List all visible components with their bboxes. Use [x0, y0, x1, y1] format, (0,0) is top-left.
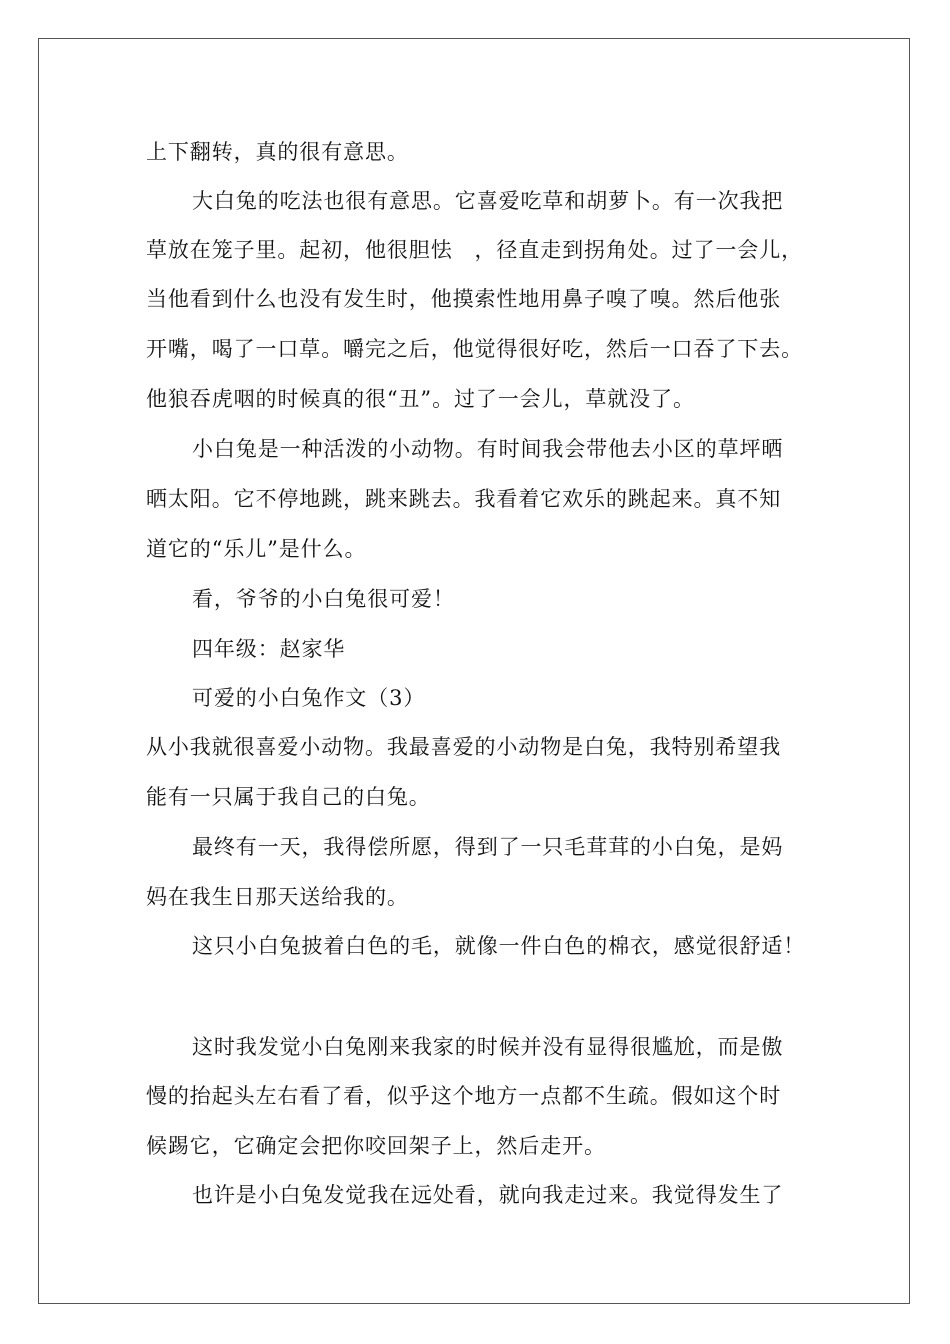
- text-line-18: 这时我发觉小白兔刚来我家的时候并没有显得很尴尬，而是傲: [192, 1035, 784, 1059]
- page-border: [38, 38, 910, 1304]
- text-line-2: 大白兔的吃法也很有意思。它喜爱吃草和胡萝卜。有一次我把: [192, 189, 784, 213]
- author-line: 四年级：赵家华: [192, 637, 346, 661]
- text-line-3: 草放在笼子里。起初，他很胆怯 ，径直走到拐角处。过了一会儿，: [146, 238, 803, 262]
- text-line-13: 从小我就很喜爱小动物。我最喜爱的小动物是白兔，我特别希望我: [146, 735, 782, 759]
- text-line-5: 开嘴，喝了一口草。嚼完之后，他觉得很好吃，然后一口吞了下去。: [146, 337, 803, 361]
- text-line-10: 看，爷爷的小白兔很可爱！: [192, 587, 455, 611]
- text-line-7: 小白兔是一种活泼的小动物。有时间我会带他去小区的草坪晒: [192, 437, 784, 461]
- text-line-20: 候踢它，它确定会把你咬回架子上，然后走开。: [146, 1134, 606, 1158]
- essay-title: 可爱的小白兔作文（3）: [192, 686, 426, 710]
- text-line-1: 上下翻转，真的很有意思。: [146, 140, 409, 164]
- text-line-9: 道它的“乐儿”是什么。: [146, 537, 367, 561]
- text-line-17: 这只小白兔披着白色的毛，就像一件白色的棉衣，感觉很舒适！: [192, 934, 806, 958]
- text-line-8: 晒太阳。它不停地跳，跳来跳去。我看着它欢乐的跳起来。真不知: [146, 487, 782, 511]
- text-line-14: 能有一只属于我自己的白兔。: [146, 785, 431, 809]
- text-line-16: 妈在我生日那天送给我的。: [146, 885, 409, 909]
- text-line-21: 也许是小白兔发觉我在远处看，就向我走过来。我觉得发生了: [192, 1183, 784, 1207]
- text-line-6: 他狼吞虎咽的时候真的很“丑”。过了一会儿，草就没了。: [146, 387, 695, 411]
- text-line-4: 当他看到什么也没有发生时，他摸索性地用鼻子嗅了嗅。然后他张: [146, 287, 782, 311]
- text-line-19: 慢的抬起头左右看了看，似乎这个地方一点都不生疏。假如这个时: [146, 1084, 782, 1108]
- text-line-15: 最终有一天，我得偿所愿，得到了一只毛茸茸的小白兔，是妈: [192, 835, 784, 859]
